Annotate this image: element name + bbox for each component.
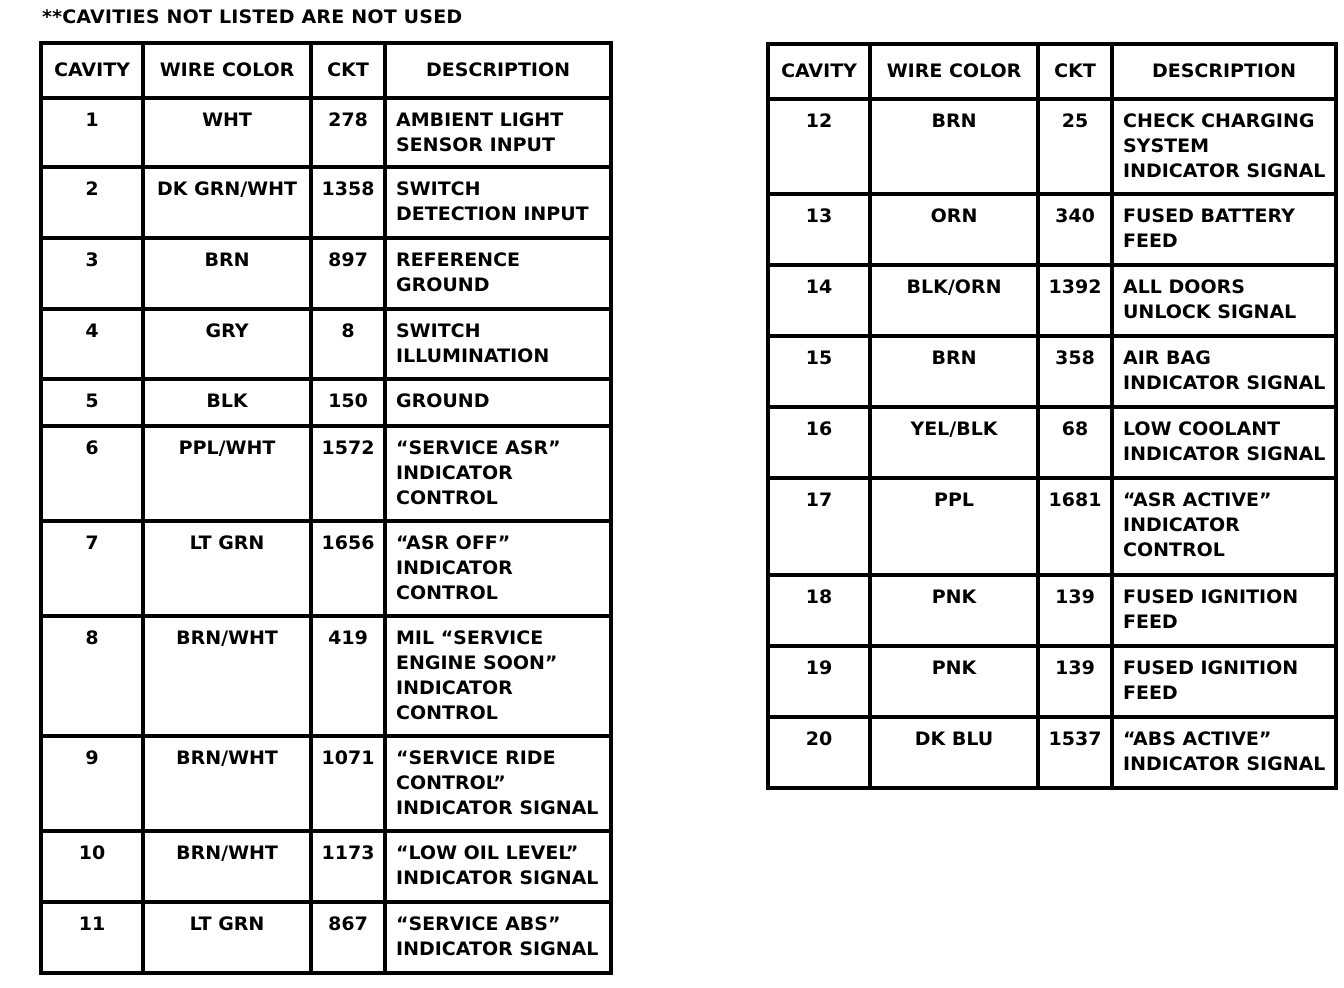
description-cell [385, 831, 611, 902]
header-ckt: CKT [311, 43, 385, 98]
ckt-cell: 419 [311, 616, 385, 736]
description-line: CONTROL [396, 582, 498, 604]
description-cell [1112, 717, 1336, 788]
description-cell [385, 167, 611, 238]
cavity-cell: 20 [768, 717, 870, 788]
header-wire-color: WIRE COLOR [143, 43, 311, 98]
wire-color-cell: PPL/WHT [143, 426, 311, 521]
table-row [768, 717, 1336, 788]
header-cavity: CAVITY [768, 44, 870, 99]
description-line: INDICATOR [1123, 514, 1240, 536]
cavity-cell: 12 [768, 99, 870, 194]
description-line: UNLOCK SIGNAL [1123, 301, 1297, 323]
description-line: CONTROL” [396, 772, 506, 794]
table-body-left [41, 98, 611, 973]
table-row [41, 167, 611, 238]
wire-color-cell: BRN [870, 336, 1038, 407]
description-line: DETECTION INPUT [396, 203, 589, 225]
table-row [41, 902, 611, 973]
description-line: “SERVICE RIDE [396, 747, 556, 769]
description-line: FEED [1123, 230, 1178, 252]
description-line: INDICATOR [396, 677, 513, 699]
table-row [41, 521, 611, 616]
wire-color-cell: BRN/WHT [143, 831, 311, 902]
description-cell [385, 98, 611, 167]
wire-color-cell: BRN/WHT [143, 736, 311, 831]
description-cell [385, 379, 611, 426]
description-line: CONTROL [396, 487, 498, 509]
unused-cavities-note: **CAVITIES NOT LISTED ARE NOT USED [42, 6, 463, 28]
description-line: FEED [1123, 611, 1178, 633]
description-line: “SERVICE ASR” [396, 437, 561, 459]
cavity-cell: 9 [41, 736, 143, 831]
description-cell [1112, 336, 1336, 407]
ckt-cell: 1173 [311, 831, 385, 902]
description-line: SYSTEM [1123, 135, 1209, 157]
wire-color-cell: PPL [870, 478, 1038, 575]
description-cell [385, 902, 611, 973]
description-line: INDICATOR SIGNAL [396, 797, 599, 819]
description-cell [385, 736, 611, 831]
cavity-cell: 6 [41, 426, 143, 521]
cavity-cell: 5 [41, 379, 143, 426]
cavity-cell: 3 [41, 238, 143, 309]
description-line: CONTROL [1123, 539, 1225, 561]
table-row [41, 831, 611, 902]
wire-color-cell: GRY [143, 309, 311, 379]
description-line: GROUND [396, 390, 490, 412]
table-row [768, 99, 1336, 194]
description-line: FUSED IGNITION [1123, 586, 1299, 608]
cavity-cell: 7 [41, 521, 143, 616]
header-wire-color: WIRE COLOR [870, 44, 1038, 99]
table-row [41, 98, 611, 167]
ckt-cell: 1358 [311, 167, 385, 238]
description-line: GROUND [396, 274, 490, 296]
description-line: SWITCH [396, 320, 481, 342]
description-line: SENSOR INPUT [396, 134, 555, 156]
description-line: CHECK CHARGING [1123, 110, 1315, 132]
cavity-cell: 4 [41, 309, 143, 379]
description-line: FUSED IGNITION [1123, 657, 1299, 679]
header-ckt: CKT [1038, 44, 1112, 99]
description-line: INDICATOR SIGNAL [1123, 160, 1326, 182]
table-row [768, 407, 1336, 478]
description-cell [1112, 194, 1336, 265]
description-cell [385, 309, 611, 379]
table-row [41, 616, 611, 736]
description-line: INDICATOR SIGNAL [1123, 443, 1326, 465]
cavity-cell: 10 [41, 831, 143, 902]
ckt-cell: 150 [311, 379, 385, 426]
wire-color-cell: BRN [870, 99, 1038, 194]
description-line: “ASR OFF” [396, 532, 511, 554]
ckt-cell: 8 [311, 309, 385, 379]
ckt-cell: 1681 [1038, 478, 1112, 575]
wire-color-cell: LT GRN [143, 521, 311, 616]
ckt-cell: 358 [1038, 336, 1112, 407]
wire-color-cell: DK BLU [870, 717, 1038, 788]
table-row [41, 379, 611, 426]
cavity-cell: 11 [41, 902, 143, 973]
table-row [768, 478, 1336, 575]
table-row [768, 646, 1336, 717]
description-cell [1112, 99, 1336, 194]
table-row [41, 426, 611, 521]
description-cell [1112, 265, 1336, 336]
wire-color-cell: BLK/ORN [870, 265, 1038, 336]
ckt-cell: 897 [311, 238, 385, 309]
description-line: ENGINE SOON” [396, 652, 558, 674]
description-line: INDICATOR SIGNAL [396, 867, 599, 889]
wire-color-cell: ORN [870, 194, 1038, 265]
ckt-cell: 139 [1038, 575, 1112, 646]
cavity-cell: 17 [768, 478, 870, 575]
cavity-table-left [39, 41, 613, 975]
wire-color-cell: BRN/WHT [143, 616, 311, 736]
description-line: INDICATOR [396, 462, 513, 484]
description-cell [1112, 407, 1336, 478]
wire-color-cell: LT GRN [143, 902, 311, 973]
ckt-cell: 1537 [1038, 717, 1112, 788]
cavity-cell: 8 [41, 616, 143, 736]
description-line: SWITCH [396, 178, 481, 200]
wire-color-cell: PNK [870, 646, 1038, 717]
description-line: INDICATOR SIGNAL [396, 938, 599, 960]
ckt-cell: 1392 [1038, 265, 1112, 336]
description-line: FEED [1123, 682, 1178, 704]
description-line: LOW COOLANT [1123, 418, 1281, 440]
description-cell [385, 616, 611, 736]
cavity-cell: 15 [768, 336, 870, 407]
cavity-cell: 2 [41, 167, 143, 238]
table-body-right [768, 99, 1336, 788]
cavity-cell: 18 [768, 575, 870, 646]
description-cell [385, 426, 611, 521]
table-row [768, 575, 1336, 646]
description-cell [1112, 478, 1336, 575]
description-line: “ASR ACTIVE” [1123, 489, 1272, 511]
description-cell [1112, 646, 1336, 717]
description-line: ILLUMINATION [396, 345, 550, 367]
table-row [41, 309, 611, 379]
ckt-cell: 139 [1038, 646, 1112, 717]
description-line: INDICATOR SIGNAL [1123, 372, 1326, 394]
wire-color-cell: DK GRN/WHT [143, 167, 311, 238]
ckt-cell: 278 [311, 98, 385, 167]
cavity-cell: 16 [768, 407, 870, 478]
description-line: “ABS ACTIVE” [1123, 728, 1272, 750]
description-line: “LOW OIL LEVEL” [396, 842, 579, 864]
wire-color-cell: BLK [143, 379, 311, 426]
table-row [768, 336, 1336, 407]
cavity-table-right [766, 42, 1338, 790]
header-row [768, 44, 1336, 99]
wire-color-cell: PNK [870, 575, 1038, 646]
wire-color-cell: YEL/BLK [870, 407, 1038, 478]
description-cell [1112, 575, 1336, 646]
cavity-cell: 13 [768, 194, 870, 265]
description-cell [385, 238, 611, 309]
ckt-cell: 340 [1038, 194, 1112, 265]
description-cell [385, 521, 611, 616]
ckt-cell: 1572 [311, 426, 385, 521]
header-row [41, 43, 611, 98]
wire-color-cell: WHT [143, 98, 311, 167]
description-line: AMBIENT LIGHT [396, 109, 564, 131]
ckt-cell: 1656 [311, 521, 385, 616]
description-line: FUSED BATTERY [1123, 205, 1295, 227]
description-line: MIL “SERVICE [396, 627, 544, 649]
header-description: DESCRIPTION [1112, 44, 1336, 99]
cavity-cell: 19 [768, 646, 870, 717]
header-cavity: CAVITY [41, 43, 143, 98]
cavity-cell: 14 [768, 265, 870, 336]
description-line: REFERENCE [396, 249, 521, 271]
table-row [768, 265, 1336, 336]
cavity-cell: 1 [41, 98, 143, 167]
description-line: “SERVICE ABS” [396, 913, 561, 935]
ckt-cell: 1071 [311, 736, 385, 831]
table-row [41, 736, 611, 831]
description-line: INDICATOR SIGNAL [1123, 753, 1326, 775]
ckt-cell: 25 [1038, 99, 1112, 194]
description-line: ALL DOORS [1123, 276, 1245, 298]
header-description: DESCRIPTION [385, 43, 611, 98]
ckt-cell: 68 [1038, 407, 1112, 478]
table-row [768, 194, 1336, 265]
description-line: CONTROL [396, 702, 498, 724]
table-row [41, 238, 611, 309]
ckt-cell: 867 [311, 902, 385, 973]
description-line: INDICATOR [396, 557, 513, 579]
description-line: AIR BAG [1123, 347, 1211, 369]
wire-color-cell: BRN [143, 238, 311, 309]
